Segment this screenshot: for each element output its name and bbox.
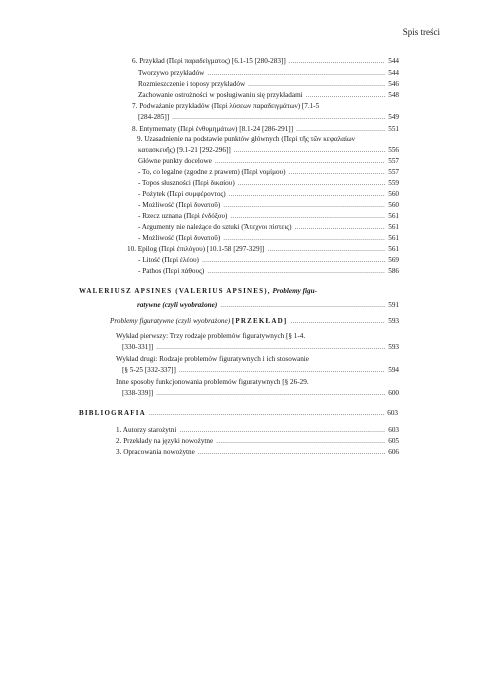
entry-page: 603	[387, 409, 398, 417]
lecture-text: [330-331]]	[122, 343, 154, 351]
dot-leader	[296, 125, 385, 134]
toc-entry	[122, 389, 399, 398]
toc-entry	[116, 426, 399, 435]
entry-text: κατασκευῆς) [9.1-21 [292-296]]	[138, 146, 231, 154]
lecture-text: [§ 5-25 [332-337]]	[122, 366, 176, 374]
toc-entry	[122, 343, 399, 352]
toc-entry	[138, 234, 399, 243]
dot-leader	[234, 146, 385, 155]
toc-entry	[138, 190, 399, 199]
entry-page: 600	[388, 389, 399, 397]
entry-text: - To, co legalne (zgodne z prawem) (Περὶ νομίμου)	[138, 168, 286, 176]
lecture-text: Wykład drugi: Rodzaje problemów figuratywnych i ich stosowanie	[116, 355, 309, 363]
toc-entry	[138, 179, 399, 188]
entry-page: 603	[388, 426, 399, 434]
entry-text: - Pożytek (Περὶ συμφέροντος)	[138, 190, 226, 198]
entry-text: [284-285]]	[138, 113, 170, 121]
dot-leader	[216, 437, 385, 446]
dot-leader	[207, 267, 385, 276]
toc-entry	[138, 201, 399, 210]
entry-page: 549	[388, 113, 399, 121]
running-header: Spis treści	[402, 27, 440, 37]
toc-entry	[138, 212, 399, 221]
valerius-title-part2: ratywne (czyli wyobrażone)	[137, 301, 218, 309]
toc-entry	[116, 437, 399, 446]
entry-text: 9. Uzasadnienie na podstawie punktów głównych (Περὶ τῆς τῶν κεφαλαίων	[137, 135, 355, 143]
entry-text: - Możliwość (Περὶ δυνατοῦ)	[138, 234, 221, 242]
toc-entry	[110, 317, 399, 326]
toc-entry	[138, 267, 399, 276]
dot-leader	[306, 91, 386, 100]
dot-leader	[207, 69, 385, 78]
dot-leader	[230, 212, 385, 221]
dot-leader	[238, 179, 386, 188]
dot-leader	[223, 201, 385, 210]
dot-leader	[149, 409, 384, 418]
toc-entry	[138, 146, 399, 155]
entry-text: - Pathos (Περὶ πάθους)	[138, 267, 205, 275]
dot-leader	[156, 389, 385, 398]
entry-page: 569	[388, 256, 399, 264]
dot-leader	[198, 448, 385, 457]
entry-text: - Rzecz uznana (Περὶ ἐνδόξου)	[138, 212, 228, 220]
toc-entry	[138, 113, 399, 122]
entry-page: 548	[388, 91, 399, 99]
toc-entry	[138, 157, 399, 166]
entry-text: Zachowanie ostrożności w posługiwaniu się przykładami	[138, 91, 303, 99]
toc-entry	[138, 223, 399, 232]
entry-text: - Litość (Περὶ ἐλέου)	[138, 256, 199, 264]
entry-text: - Argumenty nie należące do sztuki (Ἄτεχνοι πίστεις)	[138, 223, 292, 231]
dot-leader	[202, 256, 385, 265]
entry-page: 593	[388, 317, 399, 325]
dot-leader	[223, 234, 385, 243]
entry-page: 559	[388, 179, 399, 187]
lecture-text: Wykład pierwszy: Trzy rodzaje problemów figuratywnych [§ 1-4.	[116, 332, 306, 340]
toc-entry	[116, 448, 399, 457]
translation-title: Problemy figuratywne (czyli wyobrażone)	[110, 317, 231, 325]
entry-page: 544	[388, 69, 399, 77]
dot-leader	[220, 301, 385, 310]
lecture-text: [338-339]]	[122, 389, 154, 397]
entry-page: 561	[388, 212, 399, 220]
toc-entry	[127, 245, 399, 254]
dot-leader	[295, 223, 386, 232]
entry-text: Tworzywo przykładów	[138, 69, 205, 77]
dot-leader	[179, 426, 385, 435]
entry-text: 1. Autorzy starożytni	[116, 426, 177, 434]
valerius-title-part1: Problemy figu-	[272, 287, 318, 295]
toc-entry	[138, 69, 399, 78]
bibliography-heading: BIBLIOGRAFIA	[79, 409, 146, 417]
entry-page: 551	[388, 125, 399, 133]
entry-text: 10. Epilog (Περὶ ἐπιλόγου) [10.1-58 [297-329]]	[127, 245, 265, 253]
dot-leader	[290, 317, 385, 326]
entry-text: Rozmieszczenie i toposy przykładów	[138, 80, 246, 88]
entry-page: 556	[388, 146, 399, 154]
valerius-heading: WALERIUSZ APSINES (VALERIUS APSINES),	[79, 287, 271, 295]
toc-entry	[137, 301, 399, 310]
entry-text: - Topos słuszności (Περὶ δικαίου)	[138, 179, 235, 187]
translation-line	[110, 317, 287, 326]
entry-page: 560	[388, 190, 399, 198]
entry-page: 560	[388, 201, 399, 209]
entry-page: 557	[388, 157, 399, 165]
entry-text: 7. Podważanie przykładów (Περὶ λύσεων παραδειγμάτων) [7.1-5	[132, 102, 320, 110]
entry-text: 3. Opracowania nowożytne	[116, 448, 195, 456]
entry-page: 561	[388, 223, 399, 231]
toc-entry	[132, 125, 399, 134]
entry-text: - Możliwość (Περὶ δυνατοῦ)	[138, 201, 221, 209]
entry-page: 561	[388, 245, 399, 253]
toc-entry	[138, 91, 399, 100]
entry-page: 594	[388, 366, 399, 374]
toc-entry	[122, 366, 399, 375]
entry-page: 544	[388, 57, 399, 65]
entry-page: 546	[388, 80, 399, 88]
dot-leader	[215, 157, 385, 166]
toc-entry	[132, 57, 399, 66]
dot-leader	[289, 57, 385, 66]
toc-entry	[79, 409, 398, 418]
dot-leader	[229, 190, 386, 199]
entry-page: 593	[388, 343, 399, 351]
lecture-text: Inne sposoby funkcjonowania problemów figuratywnych [§ 26-29.	[116, 378, 309, 386]
toc-entry	[138, 256, 399, 265]
entry-page: 591	[388, 301, 399, 309]
dot-leader	[172, 113, 385, 122]
entry-page: 586	[388, 267, 399, 275]
entry-text: 2. Przekłady na języki nowożytne	[116, 437, 214, 445]
dot-leader	[289, 168, 386, 177]
translation-tag: [PRZEKŁAD]	[231, 317, 288, 325]
entry-page: 561	[388, 234, 399, 242]
toc-entry	[138, 168, 399, 177]
dot-leader	[156, 343, 385, 352]
dot-leader	[248, 80, 385, 89]
entry-text: 6. Przykład (Περὶ παραδείγματος) [6.1-15 [280-283]]	[132, 57, 286, 65]
dot-leader	[267, 245, 385, 254]
entry-page: 606	[388, 448, 399, 456]
dot-leader	[179, 366, 385, 375]
entry-text: 8. Entymematy (Περὶ ἐνθυμημάτων) [8.1-24 [286-291]]	[132, 125, 294, 133]
entry-page: 605	[388, 437, 399, 445]
entry-text: Główne punkty docelowe	[138, 157, 212, 165]
entry-page: 557	[388, 168, 399, 176]
toc-entry	[138, 80, 399, 89]
valerius-heading-line	[79, 287, 317, 296]
